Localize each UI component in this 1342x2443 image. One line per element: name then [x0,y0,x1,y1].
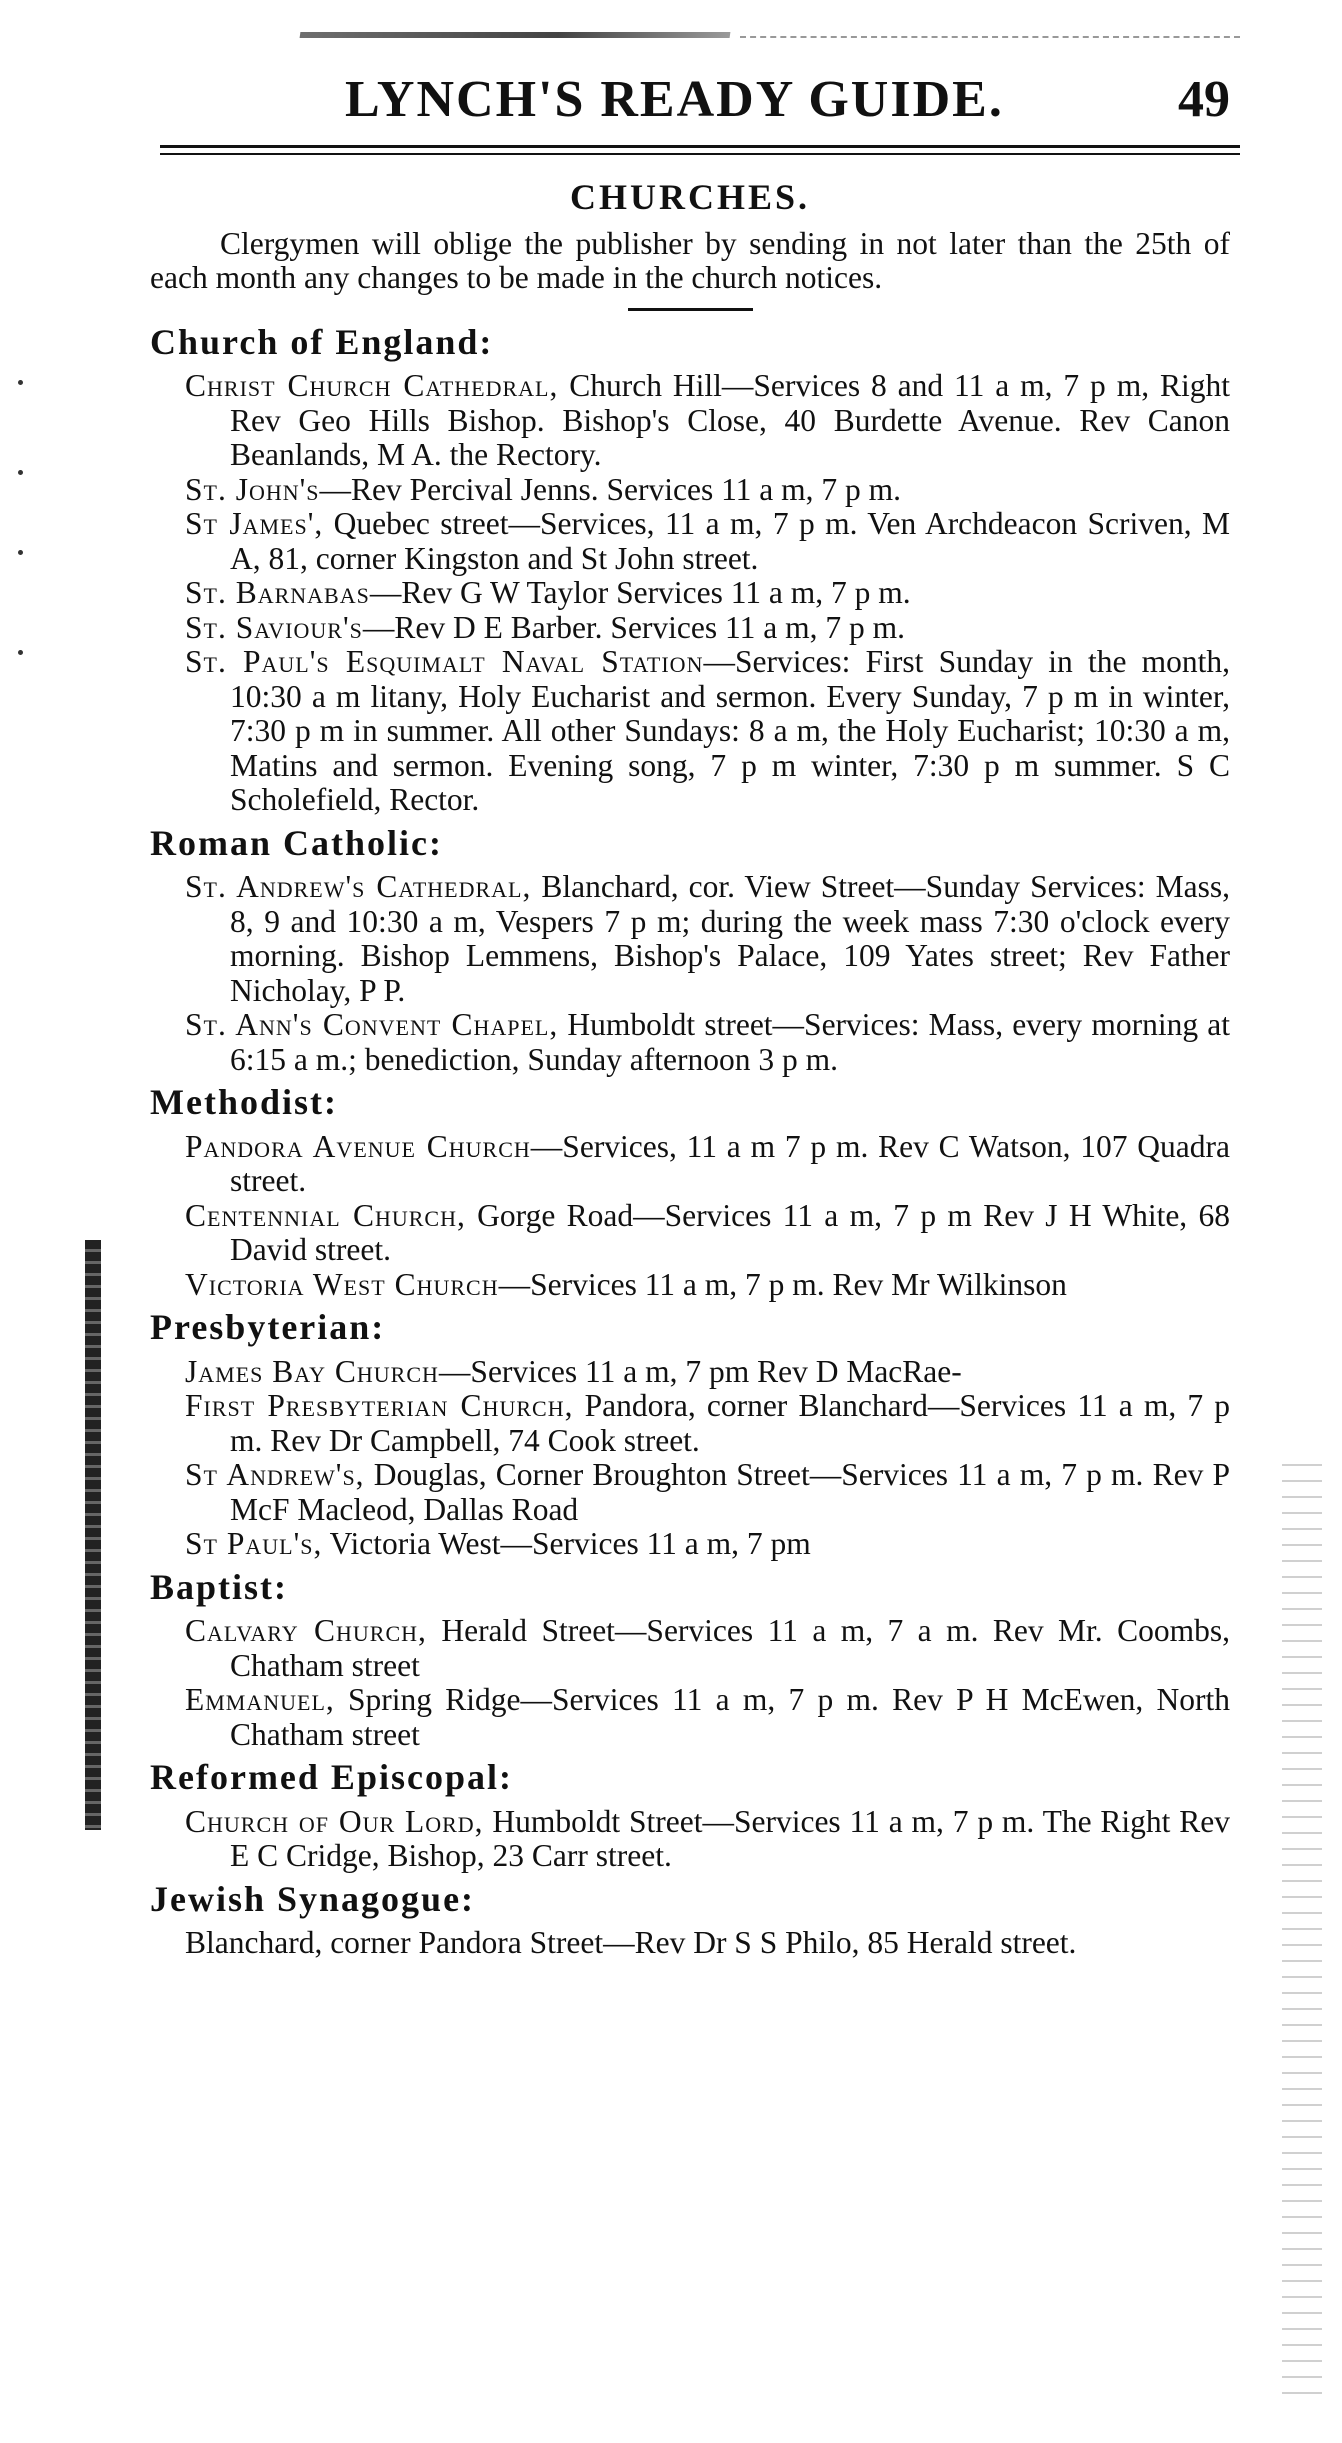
denomination-list [150,321,1231,1961]
denomination-heading: Roman Catholic: [150,822,443,863]
denomination-heading: Presbyterian: [150,1307,386,1347]
page-content [150,177,1231,1961]
denomination-heading: Jewish Synagogue: [150,1878,476,1919]
church-details: —Rev G W Taylor Services 11 a m, 7 p m. [369,575,911,610]
denomination-heading: Church of England: [150,321,494,362]
church-details: Herald Street—Services 11 a m, 7 a m. Rev Mr. Coombs, Chatham street [230,1613,1230,1683]
church-details: Douglas, Corner Broughton Street—Services 11 a m, 7 p m. Rev P McF Macleod, Dallas Road [230,1457,1230,1527]
church-details: Blanchard, corner Pandora Street—Rev Dr S S Philo, 85 Herald street. [185,1925,1077,1960]
church-name: Calvary Church, [185,1613,427,1648]
church-details: Quebec street—Services, 11 a m, 7 p m. Ven Archdeacon Scriven, M A, 81, corner Kingston and St John street. [230,506,1230,576]
church-name: First Presbyterian Church, [185,1388,574,1423]
denomination-heading: Baptist: [150,1566,289,1607]
margin-dots [18,380,24,680]
denomination-section [150,822,1230,1078]
denomination-heading: Reformed Episcopal: [150,1757,513,1797]
church-details: Gorge Road—Services 11 a m, 7 p m Rev J H White, 68 David street. [230,1197,1230,1267]
running-title: LYNCH'S READY GUIDE. [345,71,1004,128]
church-details: —Services: First Sunday in the month, 10:30 a m litany, Holy Eucharist and sermon. Every Sunday, 7 p m in winter, 7:30 p m in summer. All other Sundays: 8 a m, the Holy Eucharist; 10:30 a m, Matins and sermon. Evening song, 7 p m winter, 7:30 p m summer. S C Scholefield, Rector. [230,644,1230,817]
church-details: Pandora, corner Blanchard—Services 11 a m, 7 p m. Rev Dr Campbell, 74 Cook street. [230,1388,1231,1458]
intro-paragraph: Clergymen will oblige the publisher by sending in not later than the 25th of each month any changes to be made in the church notices. [150,225,1230,295]
church-entry [185,1458,1230,1527]
church-entry [185,1268,1230,1303]
church-name: Christ Church Cathedral, [185,368,559,403]
denomination-section [150,1566,1230,1753]
page-number: 49 [1178,71,1230,128]
church-name: Victoria West Church [185,1266,499,1302]
church-entry [185,870,1230,1008]
church-name: Emmanuel, [185,1682,335,1717]
church-details: —Rev Percival Jenns. Services 11 a m, 7 p m. [319,471,902,507]
church-details: Blanchard, cor. View Street—Sunday Services: Mass, 8, 9 and 10:30 a m, Vespers 7 p m; during the week mass 7:30 o'clock every morning. Bishop Lemmens, Bishop's Palace, 109 Yates street; Rev Father Nicholay, P P. [230,869,1230,1008]
denomination-section [150,1082,1230,1302]
page-header [160,70,1240,140]
church-details: —Rev D E Barber. Services 11 a m, 7 p m. [362,609,905,645]
church-name: St Paul's, [185,1526,323,1561]
church-name: James Bay Church [185,1353,439,1389]
church-details: —Services 11 a m, 7 p m. Rev Mr Wilkinson [498,1266,1067,1302]
right-edge-specks [1282,1450,1322,2400]
church-details: Spring Ridge—Services 11 a m, 7 p m. Rev P H McEwen, North Chatham street [230,1682,1230,1752]
church-entry [185,1199,1230,1268]
section-title: CHURCHES. [569,177,811,217]
top-scan-rule [300,32,731,38]
church-name: St Andrew's, [185,1457,365,1492]
church-entry [185,576,1230,611]
church-name: Church of Our Lord, [185,1803,484,1839]
church-details: Church Hill—Services 8 and 11 a m, 7 p m, Right Rev Geo Hills Bishop. Bishop's Close, 40 Burdette Avenue. Rev Canon Beanlands, M A. the Rectory. [230,368,1230,472]
top-dashed-rule [740,36,1240,38]
church-name: St. John's [185,471,320,507]
denomination-section [150,1307,1231,1562]
church-details: Victoria West—Services 11 a m, 7 pm [322,1526,811,1561]
church-entry [185,369,1230,473]
church-details: Humboldt Street—Services 11 a m, 7 p m. The Right Rev E C Cridge, Bishop, 23 Carr street. [230,1803,1230,1873]
denomination-section [150,1757,1230,1874]
binding-scan-artifact [85,1240,101,1830]
church-name: St James', [185,506,324,541]
church-details: Humboldt street—Services: Mass, every morning at 6:15 a m.; benediction, Sunday afternoon 3 p m. [230,1007,1230,1077]
church-name: Pandora Avenue Church [185,1128,531,1164]
church-entry [185,507,1230,576]
church-name: St. Paul's Esquimalt Naval Station [185,644,704,679]
church-entry [185,1527,1230,1562]
church-entry [185,1805,1230,1874]
header-rule-bottom [160,153,1240,155]
church-name: St. Barnabas [185,575,370,610]
church-name: Centennial Church, [185,1197,466,1233]
church-entry [185,1683,1230,1752]
header-rule-top [160,145,1240,148]
church-entry [185,1008,1230,1077]
church-entry [185,1614,1230,1683]
denomination-heading: Methodist: [150,1082,338,1122]
church-entry [185,1926,1230,1961]
church-entry [185,1130,1230,1199]
short-divider [628,308,753,311]
church-entry [185,1389,1230,1458]
church-entry [185,645,1230,818]
church-entry [185,611,1230,646]
church-entry [185,1355,1230,1390]
church-details: —Services, 11 a m 7 p m. Rev C Watson, 107 Quadra street. [230,1128,1230,1198]
church-entry [185,473,1230,508]
church-name: St. Saviour's [185,609,363,645]
denomination-section [150,1878,1230,1961]
church-name: St. Andrew's Cathedral, [185,869,532,904]
church-name: St. Ann's Convent Chapel, [185,1007,559,1042]
church-details: —Services 11 a m, 7 pm Rev D MacRae- [438,1353,962,1389]
denomination-section [150,321,1230,818]
